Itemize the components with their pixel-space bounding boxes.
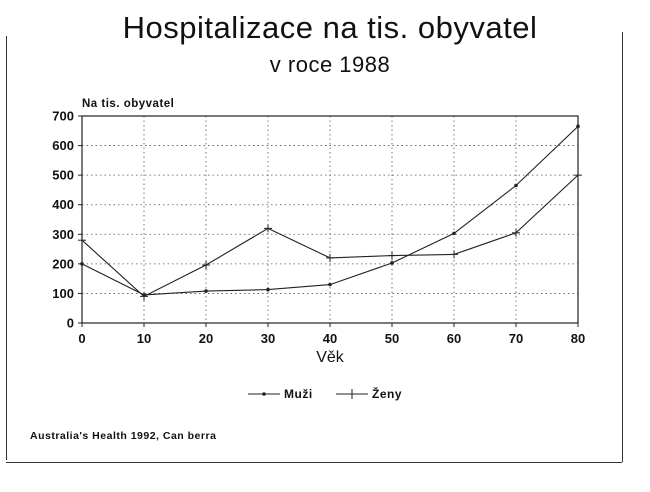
x-tick-label: 80 [570,331,586,346]
y-tick-label: 200 [52,256,74,272]
data-point-muzi [204,289,208,293]
x-tick-label: 20 [198,331,214,346]
y-tick-label: 0 [66,315,74,331]
x-tick-label: 0 [78,331,86,346]
x-axis-label: Věk [316,349,344,366]
y-tick-label: 600 [52,138,74,154]
chart-subtitle: v roce 1988 [269,52,391,77]
source-note: Australia's Health 1992, Can berra [30,430,217,442]
data-point-muzi [576,125,580,129]
y-tick-label: 100 [52,285,74,301]
data-point-muzi [266,288,270,292]
x-tick-label: 50 [384,331,400,346]
legend-label-muzi: Muži [284,387,313,401]
data-point-zeny [202,261,210,269]
data-point-muzi [452,232,456,236]
x-tick-label: 30 [260,331,276,346]
data-point-zeny [388,252,396,260]
legend-swatch-zeny [336,385,370,401]
y-tick-label: 700 [52,108,74,124]
data-point-zeny [264,224,272,232]
data-point-muzi [390,261,394,265]
y-tick-label: 500 [52,167,74,183]
data-point-muzi [328,283,332,287]
legend-swatch-muzi [248,385,282,401]
x-tick-label: 10 [136,331,152,346]
legend-label-zeny: Ženy [372,387,403,401]
x-tick-label: 60 [446,331,462,346]
x-tick-label: 40 [322,331,338,346]
y-tick-label: 300 [52,226,74,242]
chart-title: Hospitalizace na tis. obyvatel [122,10,538,45]
data-point-zeny [450,250,458,258]
data-point-muzi [514,184,518,188]
data-point-zeny [326,254,334,262]
y-axis-label: Na tis. obyvatel [82,98,175,110]
y-tick-label: 400 [52,197,74,213]
x-tick-label: 70 [508,331,524,346]
data-point-muzi [80,262,84,266]
